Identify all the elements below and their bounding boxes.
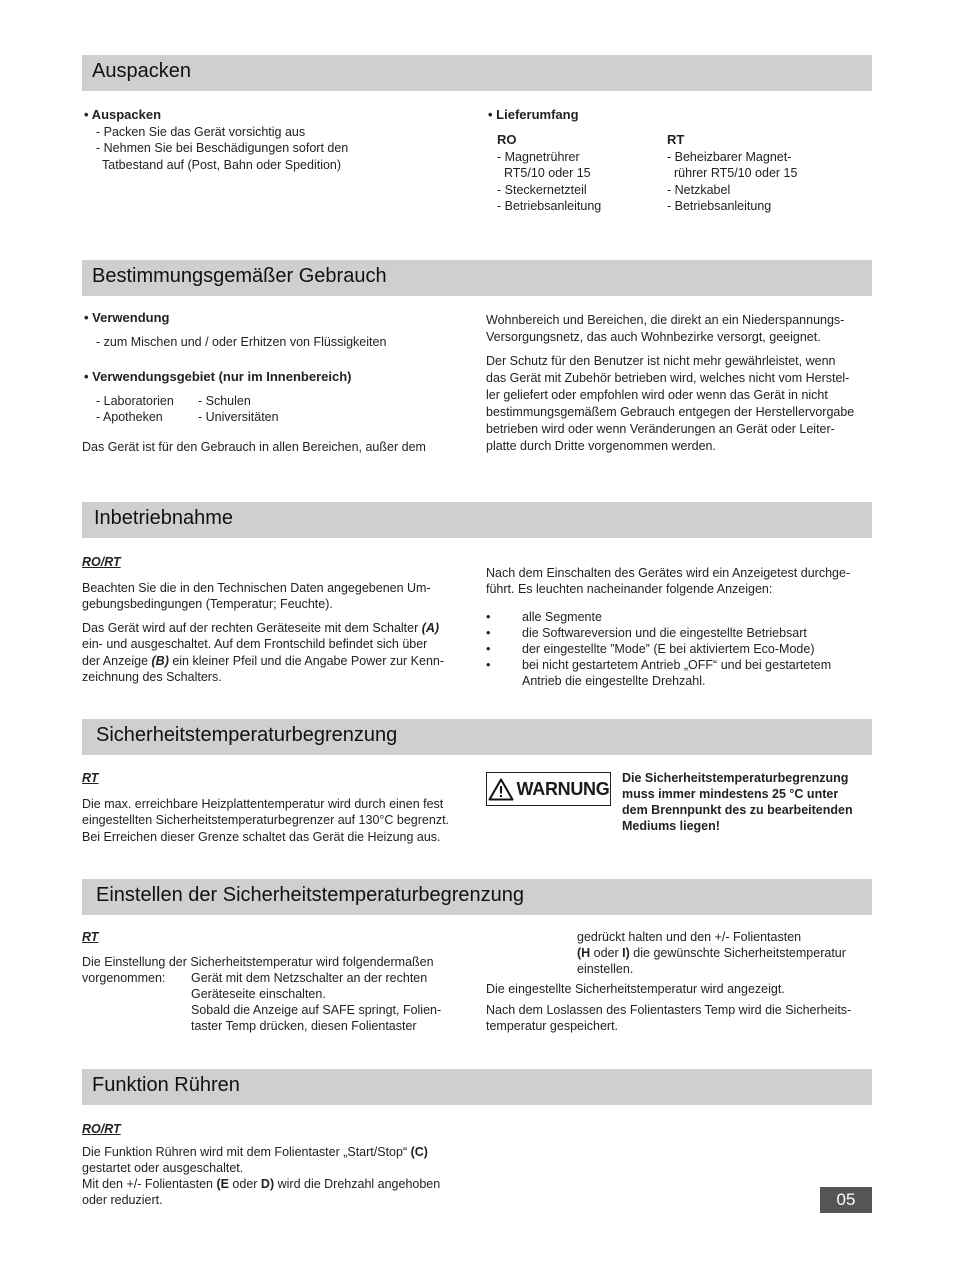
section-title: Sicherheitstemperaturbegrenzung: [96, 724, 398, 746]
text-line: RT5/10 oder 15: [504, 166, 591, 180]
text-line: - Magnetrührer: [497, 149, 580, 164]
text-line: dem Brennpunkt des zu bearbeitenden: [622, 803, 853, 817]
text-line: (H oder I) die gewünschte Sicherheitstemperatur: [577, 946, 846, 960]
auspacken-left: [84, 107, 464, 173]
list-item: - Apotheken: [96, 410, 163, 424]
bestimmung-left: [84, 310, 464, 426]
text-line: Die Sicherheitstemperaturbegrenzung: [622, 771, 849, 785]
model-tag: RO/RT: [82, 1122, 121, 1136]
section-header-inbetriebnahme: [82, 502, 872, 538]
text-line: Tatbestand auf (Post, Bahn oder Spedition): [102, 157, 342, 172]
text-line: - Betriebsanleitung: [497, 199, 602, 213]
text-line: eingestellten Sicherheitstemperaturbegrenzer auf 130°C begrenzt.: [82, 813, 450, 827]
warning-triangle-icon: [488, 778, 514, 801]
text-line: Bei Erreichen dieser Grenze schaltet das Gerät die Heizung aus.: [82, 829, 441, 844]
text-line: vorgenommen:: [82, 971, 166, 985]
inbetriebnahme-right: [486, 565, 876, 689]
section-header-sicherheit: [82, 719, 872, 755]
list-item: - Laboratorien: [96, 393, 174, 408]
text-line: - Beheizbarer Magnet-: [667, 149, 792, 164]
list-item: • alle Segmente: [486, 610, 602, 624]
verwendung-heading: • Verwendung: [84, 310, 170, 325]
text-line: Wohnbereich und Bereichen, die direkt an ein Niederspannungs-: [486, 313, 845, 327]
text-line: ein- und ausgeschaltet. Auf dem Frontschild befindet sich über: [82, 637, 428, 651]
text-line: Beachten Sie die in den Technischen Daten angegebenen Um-: [82, 580, 431, 595]
warning-box: [486, 772, 611, 806]
lieferumfang-heading: • Lieferumfang: [488, 107, 579, 122]
rt-label: RT: [667, 132, 685, 147]
section-title: Bestimmungsgemäßer Gebrauch: [92, 265, 387, 287]
model-tag: RT: [82, 930, 99, 944]
text-line: Das Gerät wird auf der rechten Geräteseite mit dem Schalter (A): [82, 620, 440, 635]
text-line: - Betriebsanleitung: [667, 199, 772, 213]
text-line: Sobald die Anzeige auf SAFE springt, Folien-: [191, 1003, 442, 1017]
text-line: gebungsbedingungen (Temperatur; Feuchte).: [82, 597, 333, 611]
text-line: betrieben wird oder wenn Veränderungen an Gerät oder Leiter-: [486, 422, 835, 436]
text-line: ler geliefert oder empfohlen wird oder wenn das Gerät in nicht: [486, 388, 828, 402]
gebiet-list: [84, 393, 464, 426]
text-line: - zum Mischen und / oder Erhitzen von Flüssigkeiten: [96, 334, 387, 349]
ruehren-text: [82, 1121, 482, 1208]
text-line: Die max. erreichbare Heizplattentemperatur wird durch einen fest: [82, 796, 444, 811]
text-line: - Nehmen Sie bei Beschädigungen sofort den: [96, 141, 349, 155]
text-line: Die Funktion Rühren wird mit dem Folientaster „Start/Stop“ (C): [82, 1145, 428, 1159]
text-line: Gerät mit dem Netzschalter an der rechten: [191, 971, 428, 985]
einstellen-left: [82, 929, 477, 1034]
section-title: Inbetriebnahme: [94, 507, 233, 529]
text-line: der Anzeige (B) ein kleiner Pfeil und die Angabe Power zur Kenn-: [82, 653, 445, 668]
text-line: Geräteseite einschalten.: [191, 987, 326, 1001]
list-item: • die Softwareversion und die eingestellte Betriebsart: [486, 626, 807, 640]
einstellen-right-steps: [577, 929, 877, 977]
lieferumfang: [488, 107, 868, 124]
warning-text: [622, 770, 877, 834]
text-line: Die eingestellte Sicherheitstemperatur wird angezeigt.: [486, 982, 785, 996]
bestimmung-right: [486, 312, 876, 455]
text-line: oder reduziert.: [82, 1193, 163, 1207]
warning-label: WARNUNG: [516, 778, 610, 799]
text-line: gedrückt halten und den +/- Folientasten: [577, 930, 802, 944]
text-line: Nach dem Einschalten des Gerätes wird ein Anzeigetest durchge-: [486, 566, 851, 580]
model-tag: RT: [82, 771, 99, 785]
page-number: 05: [820, 1187, 872, 1213]
ro-label: RO: [497, 132, 517, 147]
section-header-einstellen: [82, 879, 872, 915]
section-title: Einstellen der Sicherheitstemperaturbegrenzung: [96, 884, 525, 906]
model-tag: RO/RT: [82, 555, 121, 569]
text-line: - Steckernetzteil: [497, 182, 587, 197]
list-item: • bei nicht gestartetem Antrieb „OFF“ und bei gestartetem: [486, 658, 832, 672]
text-line: führt. Es leuchten nacheinander folgende Anzeigen:: [486, 582, 773, 596]
section-title: Auspacken: [92, 60, 191, 82]
text-line: Der Schutz für den Benutzer ist nicht mehr gewährleistet, wenn: [486, 354, 836, 368]
text-line: gestartet oder ausgeschaltet.: [82, 1161, 244, 1175]
text-line: muss immer mindestens 25 °C unter: [622, 787, 839, 801]
text-line: zeichnung des Schalters.: [82, 670, 222, 684]
text-line: Versorgungsnetz, das auch Wohnbezirke versorgt, geeignet.: [486, 330, 821, 344]
text-line: Die Einstellung der Sicherheitstemperatur wird folgendermaßen: [82, 955, 434, 969]
section-header-auspacken: [82, 55, 872, 91]
text-line: - Netzkabel: [667, 182, 731, 197]
list-item: • der eingestellte ”Mode” (E bei aktiviertem Eco-Mode): [486, 642, 815, 656]
text-line: Nach dem Loslassen des Folientasters Temp wird die Sicherheits-: [486, 1003, 852, 1017]
text-line: - Packen Sie das Gerät vorsichtig aus: [96, 124, 306, 139]
lieferumfang-ro: [497, 132, 657, 215]
auspacken-heading: • Auspacken: [84, 107, 162, 122]
text-line: Mit den +/- Folientasten (E oder D) wird die Drehzahl angehoben: [82, 1177, 441, 1191]
einstellen-right: [486, 981, 876, 1034]
inbetriebnahme-left: [82, 554, 467, 686]
list-item-continued: Antrieb die eingestellte Drehzahl.: [522, 674, 706, 688]
gebiet-heading: • Verwendungsgebiet (nur im Innenbereich): [84, 369, 352, 384]
list-item: - Schulen: [198, 393, 251, 408]
text-line: Mediums liegen!: [622, 819, 720, 833]
text-line: das Gerät mit Zubehör betrieben wird, welches nicht vom Herstel-: [486, 371, 850, 385]
text-line: temperatur gespeichert.: [486, 1019, 619, 1033]
text-line: rührer RT5/10 oder 15: [674, 166, 798, 180]
text-line: einstellen.: [577, 962, 634, 976]
text-line: Das Gerät ist für den Gebrauch in allen Bereichen, außer dem: [82, 440, 426, 454]
text-line: platte durch Dritte vorgenommen werden.: [486, 439, 716, 453]
sicherheit-left: [82, 770, 477, 845]
bestimmung-left-para: [82, 439, 472, 456]
section-title: Funktion Rühren: [92, 1074, 240, 1096]
text-line: bestimmungsgemäßem Gebrauch entgegen der Herstellervorgabe: [486, 405, 855, 419]
text-line: taster Temp drücken, diesen Folientaster: [191, 1019, 417, 1033]
lieferumfang-rt: [667, 132, 867, 215]
list-item: - Universitäten: [198, 410, 279, 424]
section-header-bestimmung: [82, 260, 872, 296]
section-header-ruehren: [82, 1069, 872, 1105]
